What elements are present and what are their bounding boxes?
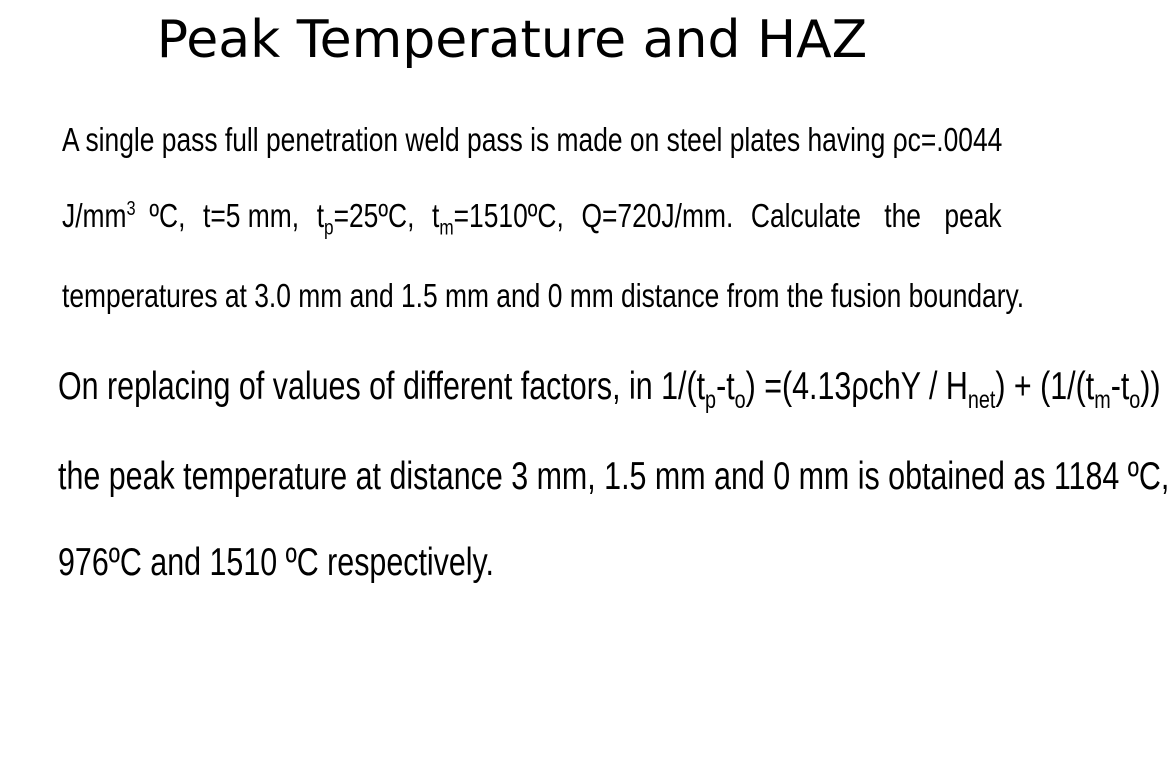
tm-text: $t_m=1510ºC$, [432, 197, 564, 240]
tp-text: $t_p=25ºC$, [316, 197, 415, 240]
problem-line-1: A single pass full penetration weld pass is made on steel plates having ρc=.0044 [62, 121, 1003, 158]
answer-line-3: 976ºC and 1510 ºC respectively. [58, 541, 494, 584]
unit-text: $J/mm^3$ ºC, [62, 197, 186, 234]
problem-line-3: temperatures at 3.0 mm and 1.5 mm and 0 mm distance from the fusion boundary. [62, 277, 1025, 314]
heat-input-text: Q=720J/mm. [581, 197, 734, 234]
thickness-text: t=5 mm, [203, 197, 300, 234]
equation-text: On replacing of values of different factors, in $1/(t_p-t_o) =(4.13\rho chY / H_{net}) + (1/(t_m-t_o))$ [58, 365, 1161, 414]
calculate-text: Calculate the peak [750, 197, 1002, 234]
answer-line-1 [58, 364, 1161, 414]
slide-title: Peak Temperature and HAZ [156, 10, 868, 70]
problem-line-2 [62, 196, 1002, 240]
answer-line-2: the peak temperature at distance 3 mm, 1.5 mm and 0 mm is obtained as 1184 ºC, [58, 455, 1169, 498]
